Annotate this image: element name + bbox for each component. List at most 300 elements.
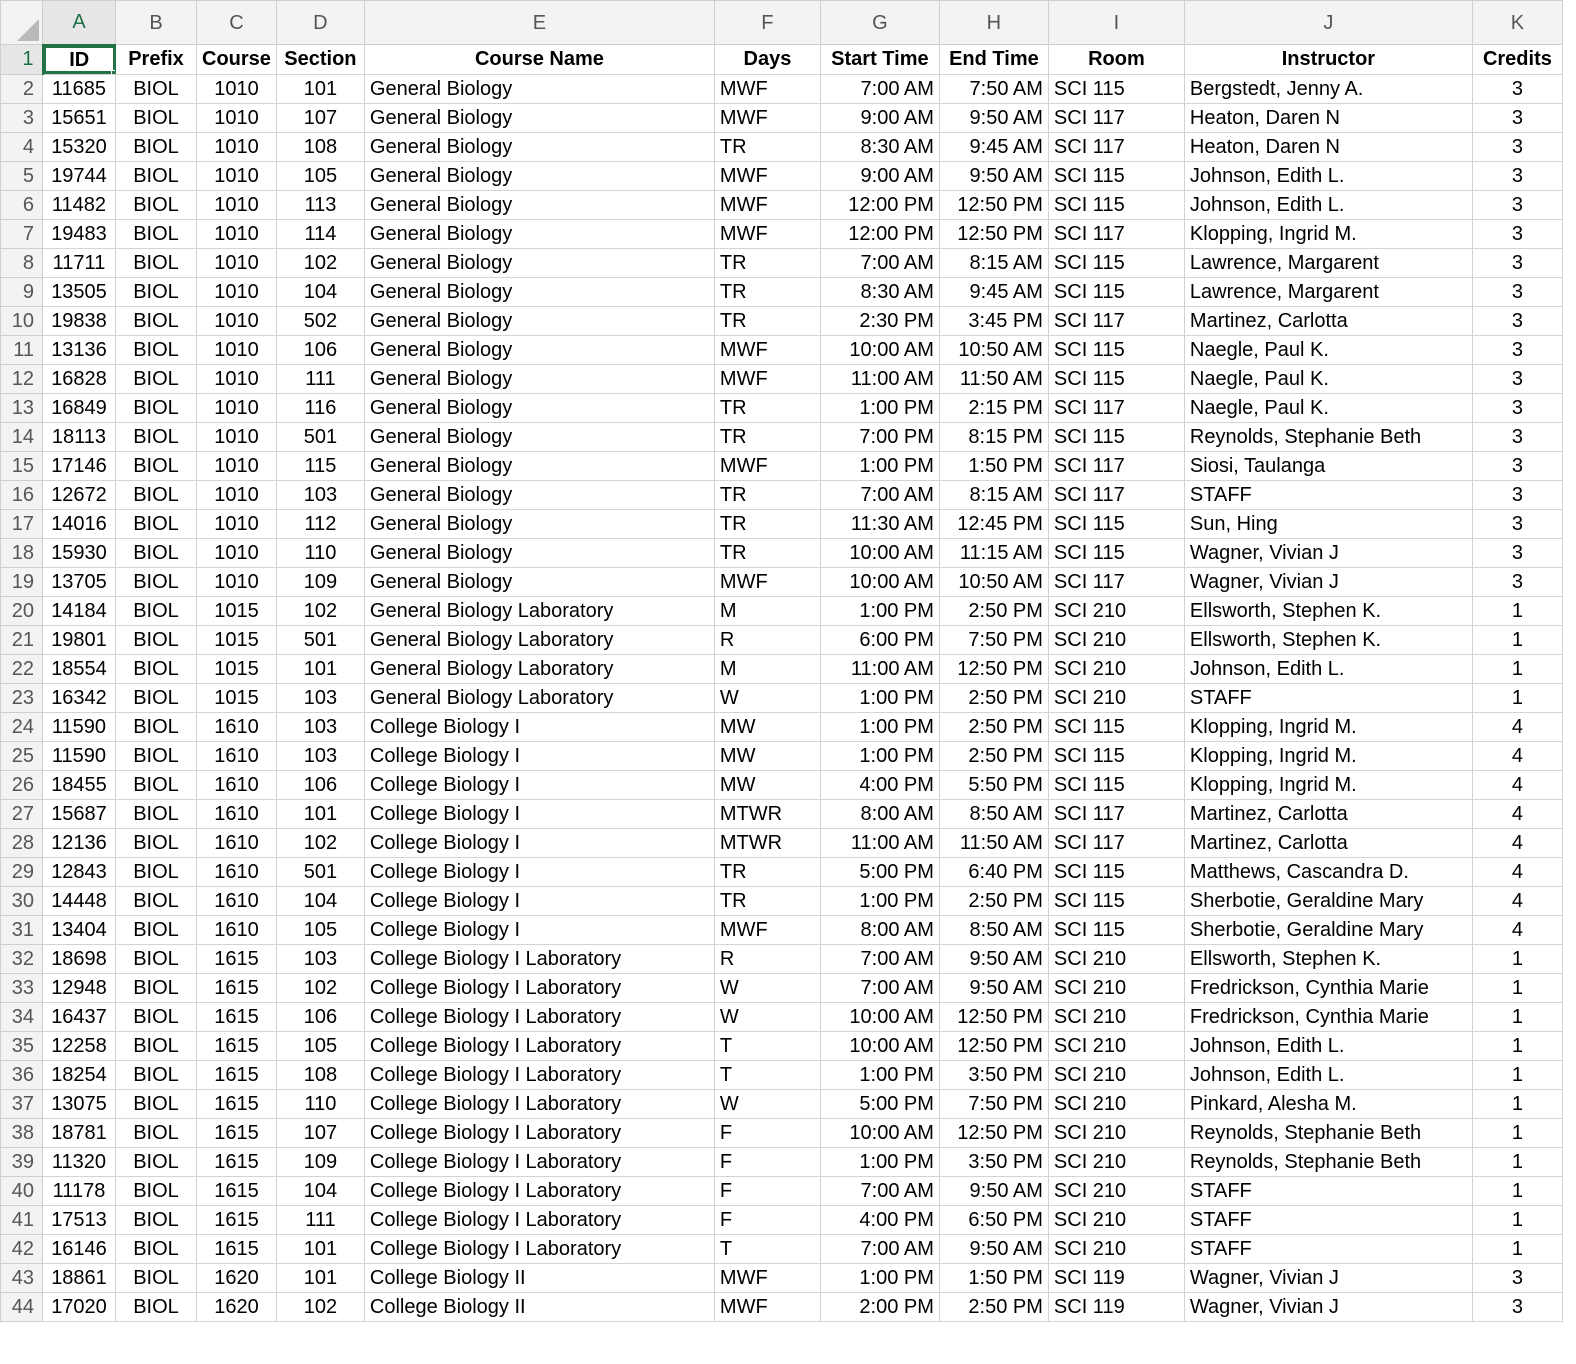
cell-course-name[interactable]: General Biology Laboratory — [364, 596, 714, 625]
cell-start-time[interactable]: 7:00 PM — [820, 422, 939, 451]
cell-course[interactable]: 1010 — [197, 451, 277, 480]
cell-course-name[interactable]: College Biology I Laboratory — [364, 1060, 714, 1089]
cell-room[interactable]: SCI 117 — [1048, 393, 1184, 422]
cell-section[interactable]: 116 — [276, 393, 364, 422]
cell-days[interactable]: W — [714, 973, 820, 1002]
cell-course-name[interactable]: General Biology — [364, 393, 714, 422]
cell-course[interactable]: 1010 — [197, 480, 277, 509]
cell-end-time[interactable]: 8:15 AM — [939, 248, 1048, 277]
cell-room[interactable]: SCI 210 — [1048, 1234, 1184, 1263]
cell-section[interactable]: 111 — [276, 364, 364, 393]
cell-section[interactable]: 103 — [276, 683, 364, 712]
header-cell-course[interactable]: Course — [197, 45, 277, 75]
cell-prefix[interactable]: BIOL — [116, 915, 197, 944]
cell-days[interactable]: M — [714, 654, 820, 683]
cell-credits[interactable]: 1 — [1472, 1205, 1562, 1234]
row-number[interactable]: 30 — [1, 886, 43, 915]
cell-course-name[interactable]: College Biology II — [364, 1263, 714, 1292]
column-header-f[interactable]: F — [714, 1, 820, 45]
cell-course[interactable]: 1610 — [197, 741, 277, 770]
cell-end-time[interactable]: 1:50 PM — [939, 451, 1048, 480]
cell-course[interactable]: 1015 — [197, 654, 277, 683]
cell-id[interactable]: 17513 — [43, 1205, 116, 1234]
cell-start-time[interactable]: 8:30 AM — [820, 132, 939, 161]
cell-room[interactable]: SCI 210 — [1048, 596, 1184, 625]
cell-course-name[interactable]: General Biology — [364, 248, 714, 277]
cell-course[interactable]: 1010 — [197, 190, 277, 219]
cell-room[interactable]: SCI 210 — [1048, 1118, 1184, 1147]
cell-instructor[interactable]: Wagner, Vivian J — [1184, 1263, 1472, 1292]
cell-section[interactable]: 102 — [276, 828, 364, 857]
header-cell-end-time[interactable]: End Time — [939, 45, 1048, 75]
cell-course-name[interactable]: College Biology I Laboratory — [364, 1089, 714, 1118]
cell-start-time[interactable]: 4:00 PM — [820, 770, 939, 799]
cell-prefix[interactable]: BIOL — [116, 741, 197, 770]
cell-room[interactable]: SCI 210 — [1048, 973, 1184, 1002]
cell-id[interactable]: 18254 — [43, 1060, 116, 1089]
cell-start-time[interactable]: 10:00 AM — [820, 1118, 939, 1147]
cell-end-time[interactable]: 9:45 AM — [939, 277, 1048, 306]
cell-end-time[interactable]: 12:50 PM — [939, 1002, 1048, 1031]
cell-days[interactable]: MWF — [714, 190, 820, 219]
cell-start-time[interactable]: 1:00 PM — [820, 712, 939, 741]
cell-section[interactable]: 110 — [276, 538, 364, 567]
cell-id[interactable]: 14184 — [43, 596, 116, 625]
cell-course-name[interactable]: College Biology I Laboratory — [364, 1031, 714, 1060]
cell-credits[interactable]: 3 — [1472, 422, 1562, 451]
cell-id[interactable]: 12258 — [43, 1031, 116, 1060]
cell-course[interactable]: 1610 — [197, 915, 277, 944]
cell-days[interactable]: TR — [714, 886, 820, 915]
cell-end-time[interactable]: 6:40 PM — [939, 857, 1048, 886]
cell-start-time[interactable]: 11:30 AM — [820, 509, 939, 538]
cell-prefix[interactable]: BIOL — [116, 1147, 197, 1176]
cell-days[interactable]: MWF — [714, 364, 820, 393]
row-number[interactable]: 25 — [1, 741, 43, 770]
cell-days[interactable]: W — [714, 1002, 820, 1031]
cell-instructor[interactable]: Martinez, Carlotta — [1184, 306, 1472, 335]
cell-start-time[interactable]: 7:00 AM — [820, 74, 939, 103]
cell-prefix[interactable]: BIOL — [116, 857, 197, 886]
cell-prefix[interactable]: BIOL — [116, 1060, 197, 1089]
cell-prefix[interactable]: BIOL — [116, 1263, 197, 1292]
column-header-b[interactable]: B — [116, 1, 197, 45]
cell-room[interactable]: SCI 117 — [1048, 103, 1184, 132]
cell-room[interactable]: SCI 210 — [1048, 1031, 1184, 1060]
cell-instructor[interactable]: STAFF — [1184, 683, 1472, 712]
cell-prefix[interactable]: BIOL — [116, 683, 197, 712]
cell-id[interactable]: 13136 — [43, 335, 116, 364]
cell-room[interactable]: SCI 117 — [1048, 480, 1184, 509]
cell-section[interactable]: 104 — [276, 1176, 364, 1205]
header-cell-start-time[interactable]: Start Time — [820, 45, 939, 75]
cell-days[interactable]: MW — [714, 770, 820, 799]
cell-start-time[interactable]: 7:00 AM — [820, 944, 939, 973]
cell-end-time[interactable]: 9:50 AM — [939, 103, 1048, 132]
cell-start-time[interactable]: 1:00 PM — [820, 886, 939, 915]
cell-course-name[interactable]: General Biology — [364, 480, 714, 509]
cell-start-time[interactable]: 10:00 AM — [820, 538, 939, 567]
cell-section[interactable]: 501 — [276, 625, 364, 654]
row-number[interactable]: 14 — [1, 422, 43, 451]
cell-end-time[interactable]: 9:50 AM — [939, 973, 1048, 1002]
row-number[interactable]: 41 — [1, 1205, 43, 1234]
cell-credits[interactable]: 3 — [1472, 364, 1562, 393]
cell-room[interactable]: SCI 119 — [1048, 1292, 1184, 1321]
cell-id[interactable]: 18698 — [43, 944, 116, 973]
cell-room[interactable]: SCI 115 — [1048, 741, 1184, 770]
cell-credits[interactable]: 1 — [1472, 596, 1562, 625]
cell-course[interactable]: 1010 — [197, 422, 277, 451]
cell-instructor[interactable]: Sun, Hing — [1184, 509, 1472, 538]
cell-prefix[interactable]: BIOL — [116, 335, 197, 364]
cell-credits[interactable]: 1 — [1472, 1002, 1562, 1031]
cell-course[interactable]: 1010 — [197, 335, 277, 364]
cell-course-name[interactable]: General Biology — [364, 306, 714, 335]
cell-room[interactable]: SCI 115 — [1048, 74, 1184, 103]
cell-course[interactable]: 1010 — [197, 393, 277, 422]
cell-section[interactable]: 101 — [276, 74, 364, 103]
cell-section[interactable]: 109 — [276, 567, 364, 596]
cell-credits[interactable]: 4 — [1472, 799, 1562, 828]
cell-prefix[interactable]: BIOL — [116, 625, 197, 654]
cell-course-name[interactable]: College Biology I Laboratory — [364, 973, 714, 1002]
cell-course-name[interactable]: General Biology — [364, 538, 714, 567]
cell-end-time[interactable]: 12:50 PM — [939, 1031, 1048, 1060]
cell-course-name[interactable]: General Biology — [364, 103, 714, 132]
cell-section[interactable]: 101 — [276, 1234, 364, 1263]
cell-room[interactable]: SCI 115 — [1048, 857, 1184, 886]
cell-course-name[interactable]: General Biology — [364, 567, 714, 596]
cell-prefix[interactable]: BIOL — [116, 1292, 197, 1321]
cell-id[interactable]: 11482 — [43, 190, 116, 219]
cell-instructor[interactable]: Sherbotie, Geraldine Mary — [1184, 915, 1472, 944]
cell-id[interactable]: 19838 — [43, 306, 116, 335]
cell-course[interactable]: 1010 — [197, 161, 277, 190]
cell-instructor[interactable]: Fredrickson, Cynthia Marie — [1184, 1002, 1472, 1031]
cell-end-time[interactable]: 6:50 PM — [939, 1205, 1048, 1234]
cell-credits[interactable]: 1 — [1472, 654, 1562, 683]
cell-room[interactable]: SCI 115 — [1048, 915, 1184, 944]
cell-section[interactable]: 103 — [276, 712, 364, 741]
cell-end-time[interactable]: 2:15 PM — [939, 393, 1048, 422]
row-number[interactable]: 6 — [1, 190, 43, 219]
cell-instructor[interactable]: Fredrickson, Cynthia Marie — [1184, 973, 1472, 1002]
header-cell-instructor[interactable]: Instructor — [1184, 45, 1472, 75]
cell-instructor[interactable]: Heaton, Daren N — [1184, 132, 1472, 161]
cell-start-time[interactable]: 12:00 PM — [820, 190, 939, 219]
cell-end-time[interactable]: 9:50 AM — [939, 944, 1048, 973]
row-number[interactable]: 35 — [1, 1031, 43, 1060]
header-cell-prefix[interactable]: Prefix — [116, 45, 197, 75]
header-cell-section[interactable]: Section — [276, 45, 364, 75]
cell-room[interactable]: SCI 117 — [1048, 567, 1184, 596]
cell-instructor[interactable]: Martinez, Carlotta — [1184, 828, 1472, 857]
cell-prefix[interactable]: BIOL — [116, 248, 197, 277]
cell-room[interactable]: SCI 117 — [1048, 828, 1184, 857]
cell-course[interactable]: 1615 — [197, 1176, 277, 1205]
cell-room[interactable]: SCI 115 — [1048, 190, 1184, 219]
cell-instructor[interactable]: Bergstedt, Jenny A. — [1184, 74, 1472, 103]
cell-start-time[interactable]: 10:00 AM — [820, 335, 939, 364]
cell-section[interactable]: 103 — [276, 480, 364, 509]
cell-room[interactable]: SCI 210 — [1048, 1089, 1184, 1118]
cell-days[interactable]: MWF — [714, 451, 820, 480]
cell-start-time[interactable]: 1:00 PM — [820, 596, 939, 625]
row-number[interactable]: 21 — [1, 625, 43, 654]
row-number[interactable]: 27 — [1, 799, 43, 828]
cell-course-name[interactable]: College Biology I Laboratory — [364, 944, 714, 973]
cell-prefix[interactable]: BIOL — [116, 451, 197, 480]
cell-end-time[interactable]: 7:50 PM — [939, 625, 1048, 654]
cell-instructor[interactable]: Johnson, Edith L. — [1184, 654, 1472, 683]
row-number[interactable]: 42 — [1, 1234, 43, 1263]
cell-prefix[interactable]: BIOL — [116, 422, 197, 451]
cell-instructor[interactable]: Naegle, Paul K. — [1184, 335, 1472, 364]
cell-credits[interactable]: 1 — [1472, 683, 1562, 712]
cell-course-name[interactable]: College Biology I — [364, 741, 714, 770]
cell-instructor[interactable]: Klopping, Ingrid M. — [1184, 712, 1472, 741]
row-number[interactable]: 31 — [1, 915, 43, 944]
cell-room[interactable]: SCI 115 — [1048, 335, 1184, 364]
cell-prefix[interactable]: BIOL — [116, 712, 197, 741]
cell-room[interactable]: SCI 210 — [1048, 944, 1184, 973]
cell-course-name[interactable]: College Biology I — [364, 828, 714, 857]
cell-course[interactable]: 1010 — [197, 567, 277, 596]
cell-id[interactable]: 11711 — [43, 248, 116, 277]
cell-course[interactable]: 1610 — [197, 886, 277, 915]
cell-course[interactable]: 1010 — [197, 509, 277, 538]
cell-end-time[interactable]: 11:50 AM — [939, 364, 1048, 393]
cell-room[interactable]: SCI 210 — [1048, 1147, 1184, 1176]
cell-credits[interactable]: 1 — [1472, 625, 1562, 654]
cell-days[interactable]: W — [714, 683, 820, 712]
cell-end-time[interactable]: 11:15 AM — [939, 538, 1048, 567]
header-cell-id[interactable]: ID — [43, 45, 116, 75]
cell-room[interactable]: SCI 210 — [1048, 625, 1184, 654]
row-number[interactable]: 1 — [1, 45, 43, 75]
cell-prefix[interactable]: BIOL — [116, 886, 197, 915]
cell-start-time[interactable]: 1:00 PM — [820, 1060, 939, 1089]
cell-instructor[interactable]: Wagner, Vivian J — [1184, 1292, 1472, 1321]
cell-credits[interactable]: 1 — [1472, 1147, 1562, 1176]
cell-id[interactable]: 18781 — [43, 1118, 116, 1147]
cell-room[interactable]: SCI 117 — [1048, 132, 1184, 161]
row-number[interactable]: 24 — [1, 712, 43, 741]
cell-days[interactable]: MWF — [714, 1292, 820, 1321]
cell-credits[interactable]: 3 — [1472, 567, 1562, 596]
cell-instructor[interactable]: Johnson, Edith L. — [1184, 161, 1472, 190]
cell-section[interactable]: 107 — [276, 103, 364, 132]
cell-course-name[interactable]: General Biology Laboratory — [364, 683, 714, 712]
cell-course-name[interactable]: General Biology — [364, 422, 714, 451]
cell-id[interactable]: 13505 — [43, 277, 116, 306]
cell-start-time[interactable]: 4:00 PM — [820, 1205, 939, 1234]
cell-credits[interactable]: 3 — [1472, 190, 1562, 219]
cell-course-name[interactable]: General Biology — [364, 451, 714, 480]
column-header-a[interactable]: A — [43, 1, 116, 45]
cell-days[interactable]: M — [714, 596, 820, 625]
select-all-corner[interactable] — [1, 1, 43, 45]
cell-prefix[interactable]: BIOL — [116, 190, 197, 219]
cell-credits[interactable]: 4 — [1472, 886, 1562, 915]
cell-course[interactable]: 1620 — [197, 1263, 277, 1292]
row-number[interactable]: 43 — [1, 1263, 43, 1292]
cell-end-time[interactable]: 2:50 PM — [939, 1292, 1048, 1321]
cell-instructor[interactable]: STAFF — [1184, 1205, 1472, 1234]
cell-credits[interactable]: 1 — [1472, 1176, 1562, 1205]
cell-id[interactable]: 16828 — [43, 364, 116, 393]
cell-instructor[interactable]: Reynolds, Stephanie Beth — [1184, 422, 1472, 451]
cell-instructor[interactable]: Johnson, Edith L. — [1184, 190, 1472, 219]
cell-id[interactable]: 16849 — [43, 393, 116, 422]
cell-credits[interactable]: 1 — [1472, 973, 1562, 1002]
cell-start-time[interactable]: 2:00 PM — [820, 1292, 939, 1321]
cell-start-time[interactable]: 1:00 PM — [820, 683, 939, 712]
cell-course[interactable]: 1010 — [197, 248, 277, 277]
cell-start-time[interactable]: 8:00 AM — [820, 915, 939, 944]
cell-instructor[interactable]: Ellsworth, Stephen K. — [1184, 596, 1472, 625]
cell-course[interactable]: 1615 — [197, 944, 277, 973]
cell-course[interactable]: 1010 — [197, 103, 277, 132]
cell-section[interactable]: 105 — [276, 1031, 364, 1060]
column-header-i[interactable]: I — [1048, 1, 1184, 45]
cell-course[interactable]: 1615 — [197, 1060, 277, 1089]
cell-id[interactable]: 15687 — [43, 799, 116, 828]
cell-days[interactable]: T — [714, 1031, 820, 1060]
cell-start-time[interactable]: 11:00 AM — [820, 364, 939, 393]
cell-room[interactable]: SCI 210 — [1048, 1176, 1184, 1205]
cell-end-time[interactable]: 9:50 AM — [939, 1234, 1048, 1263]
cell-section[interactable]: 107 — [276, 1118, 364, 1147]
cell-days[interactable]: R — [714, 944, 820, 973]
cell-course-name[interactable]: General Biology Laboratory — [364, 654, 714, 683]
cell-instructor[interactable]: Reynolds, Stephanie Beth — [1184, 1118, 1472, 1147]
cell-prefix[interactable]: BIOL — [116, 1234, 197, 1263]
cell-days[interactable]: T — [714, 1234, 820, 1263]
cell-end-time[interactable]: 11:50 AM — [939, 828, 1048, 857]
cell-course[interactable]: 1010 — [197, 364, 277, 393]
row-number[interactable]: 26 — [1, 770, 43, 799]
cell-prefix[interactable]: BIOL — [116, 770, 197, 799]
column-header-j[interactable]: J — [1184, 1, 1472, 45]
cell-course[interactable]: 1615 — [197, 1118, 277, 1147]
cell-course-name[interactable]: College Biology I Laboratory — [364, 1205, 714, 1234]
cell-end-time[interactable]: 7:50 PM — [939, 1089, 1048, 1118]
cell-end-time[interactable]: 2:50 PM — [939, 712, 1048, 741]
cell-id[interactable]: 13404 — [43, 915, 116, 944]
cell-id[interactable]: 11685 — [43, 74, 116, 103]
cell-instructor[interactable]: Ellsworth, Stephen K. — [1184, 625, 1472, 654]
cell-section[interactable]: 103 — [276, 944, 364, 973]
cell-credits[interactable]: 3 — [1472, 538, 1562, 567]
row-number[interactable]: 4 — [1, 132, 43, 161]
row-number[interactable]: 20 — [1, 596, 43, 625]
cell-days[interactable]: TR — [714, 277, 820, 306]
cell-course[interactable]: 1010 — [197, 219, 277, 248]
cell-start-time[interactable]: 5:00 PM — [820, 1089, 939, 1118]
cell-credits[interactable]: 3 — [1472, 132, 1562, 161]
cell-start-time[interactable]: 1:00 PM — [820, 1147, 939, 1176]
cell-id[interactable]: 18455 — [43, 770, 116, 799]
cell-end-time[interactable]: 12:45 PM — [939, 509, 1048, 538]
cell-prefix[interactable]: BIOL — [116, 567, 197, 596]
cell-end-time[interactable]: 8:50 AM — [939, 799, 1048, 828]
cell-start-time[interactable]: 6:00 PM — [820, 625, 939, 654]
cell-days[interactable]: MWF — [714, 335, 820, 364]
cell-days[interactable]: TR — [714, 857, 820, 886]
cell-credits[interactable]: 1 — [1472, 944, 1562, 973]
row-number[interactable]: 15 — [1, 451, 43, 480]
cell-days[interactable]: TR — [714, 422, 820, 451]
cell-credits[interactable]: 3 — [1472, 103, 1562, 132]
cell-room[interactable]: SCI 210 — [1048, 1002, 1184, 1031]
cell-days[interactable]: W — [714, 1089, 820, 1118]
column-header-c[interactable]: C — [197, 1, 277, 45]
cell-start-time[interactable]: 9:00 AM — [820, 103, 939, 132]
column-header-g[interactable]: G — [820, 1, 939, 45]
cell-prefix[interactable]: BIOL — [116, 219, 197, 248]
cell-credits[interactable]: 4 — [1472, 712, 1562, 741]
cell-id[interactable]: 18113 — [43, 422, 116, 451]
cell-course-name[interactable]: General Biology — [364, 161, 714, 190]
row-number[interactable]: 19 — [1, 567, 43, 596]
cell-prefix[interactable]: BIOL — [116, 596, 197, 625]
cell-start-time[interactable]: 7:00 AM — [820, 248, 939, 277]
row-number[interactable]: 37 — [1, 1089, 43, 1118]
cell-days[interactable]: TR — [714, 248, 820, 277]
cell-course[interactable]: 1615 — [197, 973, 277, 1002]
cell-end-time[interactable]: 8:15 PM — [939, 422, 1048, 451]
cell-credits[interactable]: 1 — [1472, 1060, 1562, 1089]
cell-instructor[interactable]: Martinez, Carlotta — [1184, 799, 1472, 828]
cell-id[interactable]: 13075 — [43, 1089, 116, 1118]
cell-prefix[interactable]: BIOL — [116, 799, 197, 828]
row-number[interactable]: 38 — [1, 1118, 43, 1147]
row-number[interactable]: 40 — [1, 1176, 43, 1205]
cell-id[interactable]: 11590 — [43, 741, 116, 770]
cell-course[interactable]: 1010 — [197, 74, 277, 103]
row-number[interactable]: 17 — [1, 509, 43, 538]
cell-id[interactable]: 19801 — [43, 625, 116, 654]
cell-end-time[interactable]: 2:50 PM — [939, 741, 1048, 770]
cell-section[interactable]: 112 — [276, 509, 364, 538]
cell-days[interactable]: MTWR — [714, 799, 820, 828]
cell-room[interactable]: SCI 115 — [1048, 509, 1184, 538]
cell-days[interactable]: TR — [714, 509, 820, 538]
cell-credits[interactable]: 3 — [1472, 74, 1562, 103]
cell-credits[interactable]: 4 — [1472, 770, 1562, 799]
cell-prefix[interactable]: BIOL — [116, 1205, 197, 1234]
cell-section[interactable]: 115 — [276, 451, 364, 480]
cell-id[interactable]: 19483 — [43, 219, 116, 248]
cell-prefix[interactable]: BIOL — [116, 74, 197, 103]
cell-id[interactable]: 18861 — [43, 1263, 116, 1292]
row-number[interactable]: 34 — [1, 1002, 43, 1031]
cell-start-time[interactable]: 1:00 PM — [820, 393, 939, 422]
cell-course-name[interactable]: General Biology — [364, 190, 714, 219]
cell-end-time[interactable]: 2:50 PM — [939, 596, 1048, 625]
cell-days[interactable]: MWF — [714, 915, 820, 944]
cell-start-time[interactable]: 1:00 PM — [820, 741, 939, 770]
cell-end-time[interactable]: 2:50 PM — [939, 886, 1048, 915]
row-number[interactable]: 29 — [1, 857, 43, 886]
cell-instructor[interactable]: Wagner, Vivian J — [1184, 567, 1472, 596]
cell-prefix[interactable]: BIOL — [116, 509, 197, 538]
cell-start-time[interactable]: 2:30 PM — [820, 306, 939, 335]
cell-start-time[interactable]: 7:00 AM — [820, 480, 939, 509]
cell-id[interactable]: 12843 — [43, 857, 116, 886]
